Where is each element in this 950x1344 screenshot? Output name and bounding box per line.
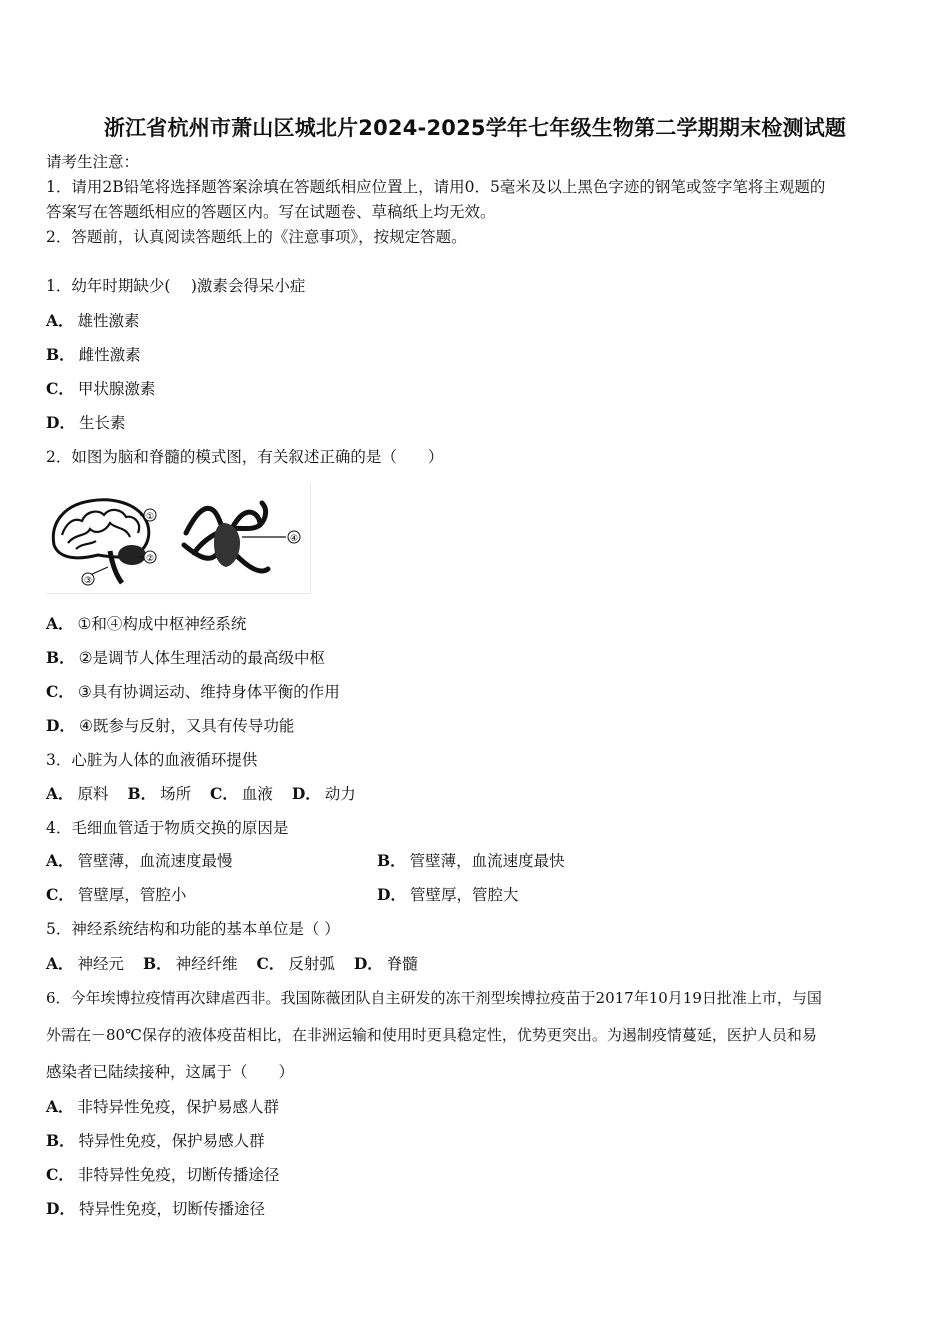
option-label: B． (46, 345, 75, 364)
option-text: 生长素 (78, 414, 126, 432)
option-label: A． (46, 954, 74, 973)
brain-diagram-svg (46, 483, 310, 593)
option-label: D． (46, 716, 75, 735)
option-label: B． (142, 954, 172, 973)
option-label: A． (46, 311, 74, 330)
option-label: C． (46, 682, 74, 701)
q6-option-a[interactable] (46, 1097, 279, 1117)
q4-option-a[interactable] (46, 851, 233, 871)
q5-option-d[interactable] (354, 955, 418, 973)
q1-option-b[interactable] (46, 345, 141, 365)
q5-option-c[interactable] (257, 955, 335, 973)
option-text: 管壁厚，管腔小 (77, 886, 187, 904)
q4-option-d[interactable] (377, 885, 518, 905)
q1-option-a[interactable] (46, 311, 140, 331)
option-label: A． (46, 614, 74, 633)
option-label: C． (46, 885, 74, 904)
option-text: 反射弧 (288, 955, 335, 973)
notice-heading: 请考生注意： (46, 153, 140, 171)
label-2: ② (145, 554, 155, 564)
cerebellum-shape (118, 545, 146, 565)
option-text: 场所 (160, 785, 192, 803)
option-text: 雄性激素 (77, 312, 140, 330)
option-text: 脊髓 (386, 955, 418, 973)
option-label: D． (353, 954, 383, 973)
label-1: ① (145, 512, 155, 522)
option-text: 特异性免疫，保护易感人群 (78, 1132, 265, 1150)
q1-option-d[interactable] (46, 413, 125, 433)
option-label: B． (46, 648, 75, 667)
q2-option-a[interactable] (46, 614, 246, 634)
q2-stem: 2．如图为脑和脊髓的模式图，有关叙述正确的是（ ） (46, 448, 444, 466)
option-label: C． (46, 1165, 74, 1184)
brain-spinal-cord-figure (46, 483, 311, 594)
q4-stem: 4．毛细血管适于物质交换的原因是 (46, 819, 289, 837)
option-label: C． (210, 784, 238, 803)
option-text: 神经元 (77, 955, 125, 973)
option-text: 原料 (77, 785, 109, 803)
option-label: B． (127, 784, 157, 803)
option-text: 血液 (241, 785, 273, 803)
q2-option-c[interactable] (46, 682, 340, 702)
q2-option-b[interactable] (46, 648, 325, 668)
option-label: C． (46, 379, 74, 398)
option-text: 非特异性免疫，保护易感人群 (77, 1098, 280, 1116)
q6-stem-line-1: 6．今年埃博拉疫情再次肆虐西非。我国陈薇团队自主研发的冻干剂型埃博拉疫苗于2017年10月19日批准上市，与国 (46, 989, 822, 1007)
option-text: 管壁薄，血流速度最快 (409, 852, 565, 870)
q5-option-b[interactable] (143, 955, 238, 973)
q3-option-c[interactable] (210, 785, 273, 803)
option-text: 甲状腺激素 (77, 380, 156, 398)
option-text: 特异性免疫，切断传播途径 (78, 1200, 265, 1218)
label-3: ③ (83, 576, 93, 586)
option-label: D． (291, 784, 321, 803)
option-label: A． (46, 784, 74, 803)
q5-options-row (46, 954, 432, 974)
q3-option-b[interactable] (127, 785, 191, 803)
q3-option-a[interactable] (46, 785, 109, 803)
notice-item-1-line-1: 1．请用2B铅笔将选择题答案涂填在答题纸相应位置上，请用0．5毫米及以上黑色字迹的钢笔或签字笔将主观题的 (46, 178, 826, 196)
q3-option-d[interactable] (292, 785, 356, 803)
option-label: B． (46, 1131, 75, 1150)
q4-option-b[interactable] (377, 851, 565, 871)
notice-item-2: 2．答题前，认真阅读答题纸上的《注意事项》，按规定答题。 (46, 228, 467, 246)
option-text: 雌性激素 (78, 346, 141, 364)
option-text: ④既参与反射，又具有传导功能 (78, 717, 295, 735)
option-text: 非特异性免疫，切断传播途径 (77, 1166, 280, 1184)
label-4: ④ (289, 534, 299, 544)
option-label: A． (46, 1097, 74, 1116)
option-text: ②是调节人体生理活动的最高级中枢 (78, 649, 326, 667)
option-text: 动力 (324, 785, 356, 803)
page-title: 浙江省杭州市萧山区城北片2024-2025学年七年级生物第二学期期末检测试题 (103, 116, 847, 140)
option-label: D． (46, 1199, 75, 1218)
q6-option-b[interactable] (46, 1131, 265, 1151)
notice-item-1-line-2: 答案写在答题纸相应的答题区内。写在试题卷、草稿纸上均无效。 (46, 203, 496, 221)
option-label: C． (256, 954, 285, 973)
option-text: 管壁厚，管腔大 (409, 886, 519, 904)
q1-stem: 1．幼年时期缺少( )激素会得呆小症 (46, 277, 306, 295)
q5-option-a[interactable] (46, 955, 124, 973)
q4-option-c[interactable] (46, 885, 186, 905)
q6-option-d[interactable] (46, 1199, 265, 1219)
option-text: 管壁薄，血流速度最慢 (77, 852, 233, 870)
q3-stem: 3．心脏为人体的血液循环提供 (46, 751, 258, 769)
option-text: ①和④构成中枢神经系统 (77, 615, 247, 633)
option-text: ③具有协调运动、维持身体平衡的作用 (77, 683, 340, 701)
q6-option-c[interactable] (46, 1165, 279, 1185)
option-label: D． (46, 413, 75, 432)
q1-option-c[interactable] (46, 379, 155, 399)
q5-stem: 5．神经系统结构和功能的基本单位是（ ） (46, 920, 340, 938)
q6-stem-line-3: 感染者已陆续接种，这属于（ ） (46, 1063, 295, 1081)
option-label: D． (377, 885, 406, 904)
option-text: 神经纤维 (175, 955, 238, 973)
q2-option-d[interactable] (46, 716, 294, 736)
q6-stem-line-2: 外需在－80℃保存的液体疫苗相比，在非洲运输和使用时更具稳定性，优势更突出。为遏制疫情蔓延，医护人员和易 (46, 1026, 817, 1044)
option-label: B． (377, 851, 406, 870)
option-label: A． (46, 851, 74, 870)
q3-options-row (46, 784, 370, 804)
